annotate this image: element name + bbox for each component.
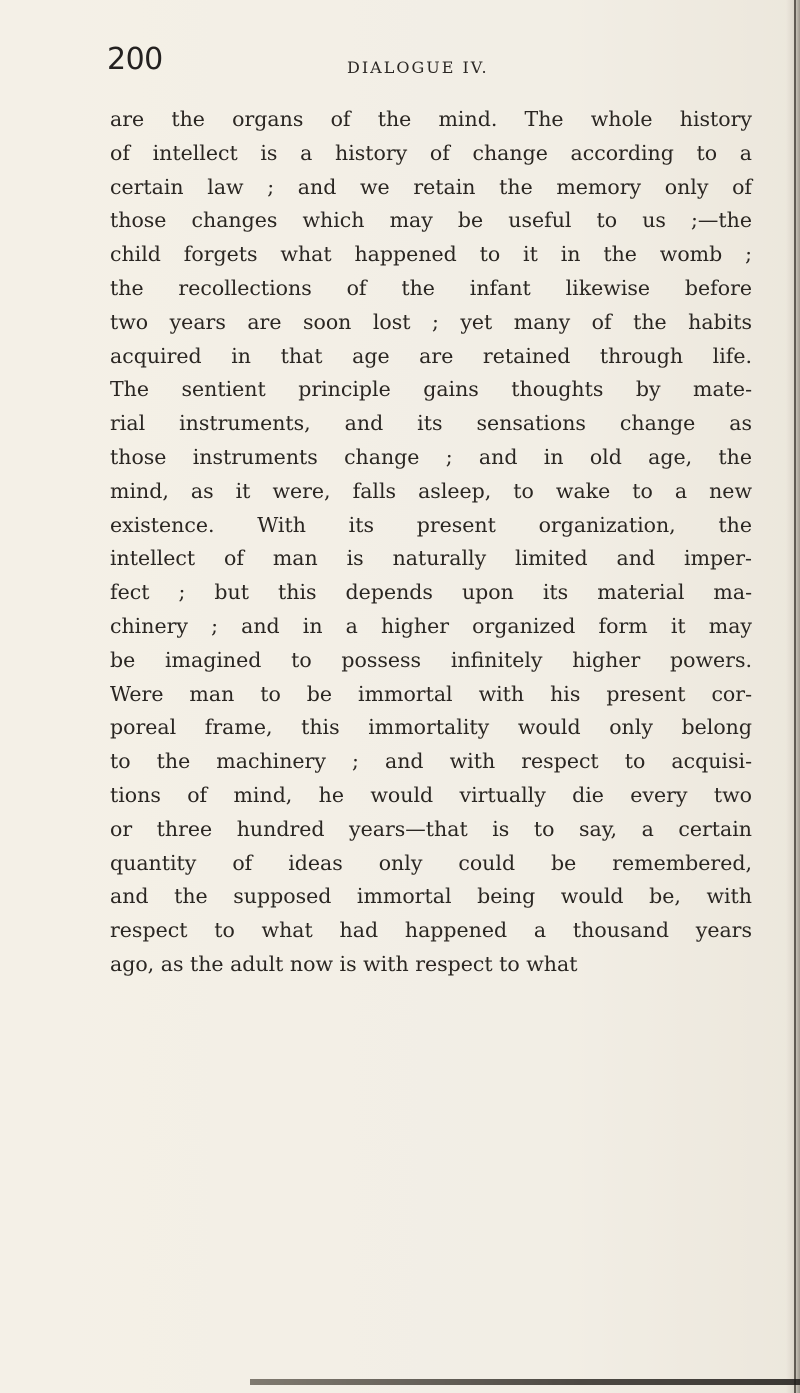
page-number: 200: [107, 42, 163, 77]
text-line: rial instruments, and its sensations change as: [110, 411, 752, 436]
text-line: those instruments change ; and in old age, the: [110, 444, 752, 469]
page-edge-shadow: [786, 0, 800, 1393]
text-line: intellect of man is naturally limited and imper-: [110, 546, 752, 571]
body-text: [110, 103, 752, 982]
text-line: respect to what had happened a thousand years: [110, 918, 752, 943]
text-line: to the machinery ; and with respect to acquisi-: [110, 749, 752, 774]
running-head: DIALOGUE IV.: [347, 58, 489, 77]
bottom-page-edge: [250, 1379, 800, 1385]
text-line: existence. With its present organization, the: [110, 512, 752, 537]
text-line: those changes which may be useful to us ;—the: [110, 208, 752, 233]
text-line: ago, as the adult now is with respect to what: [110, 951, 578, 976]
text-line: child forgets what happened to it in the womb ;: [110, 242, 752, 267]
text-line: Were man to be immortal with his present cor-: [110, 681, 752, 706]
text-line: mind, as it were, falls asleep, to wake to a new: [110, 478, 752, 503]
text-line: chinery ; and in a higher organized form it may: [110, 613, 752, 638]
text-line: poreal frame, this immortality would only belong: [110, 715, 752, 740]
text-line: are the organs of the mind. The whole history: [110, 107, 752, 131]
text-line: be imagined to possess infinitely higher powers.: [110, 647, 752, 672]
text-line: and the supposed immortal being would be, with: [110, 884, 752, 909]
text-line: or three hundred years—that is to say, a certain: [110, 816, 752, 841]
page-edge-line: [794, 0, 796, 1393]
text-line: two years are soon lost ; yet many of the habits: [110, 309, 752, 334]
text-line: The sentient principle gains thoughts by mate-: [110, 377, 752, 402]
text-line: the recollections of the infant likewise before: [110, 275, 752, 300]
text-line: certain law ; and we retain the memory only of: [110, 174, 752, 199]
text-line: of intellect is a history of change according to a: [110, 140, 752, 165]
text-line: fect ; but this depends upon its material ma-: [110, 580, 752, 605]
text-line: quantity of ideas only could be remembered,: [110, 850, 752, 875]
text-line: acquired in that age are retained through life.: [110, 343, 752, 368]
text-line: tions of mind, he would virtually die every two: [110, 782, 752, 807]
